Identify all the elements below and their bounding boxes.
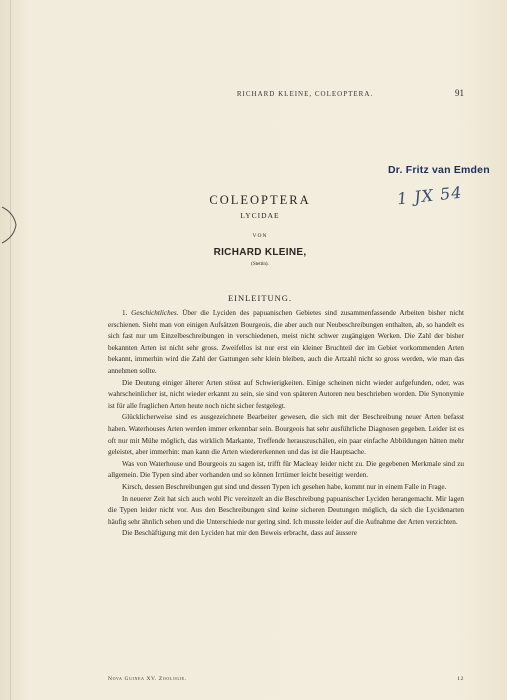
author-place: (Stettin). <box>251 262 269 267</box>
paragraph-lead: Geschichtliches. <box>131 309 179 317</box>
footer-journal: Nova Guinea XV. Zoologie. <box>108 676 187 682</box>
footer-signature: 12 <box>457 676 464 682</box>
paragraph: Was von Waterhouse und Bourgeois zu sagen ist, trifft für Macleay leider nicht zu. Die gegebenen Merkmale sind zu allgemein. Die Typen sind aber vorhanden und so können Irrtümer leicht beseitigt werden. <box>108 459 464 480</box>
author-name: RICHARD KLEINE, <box>213 247 307 258</box>
running-header: RICHARD KLEINE, COLEOPTERA. <box>236 90 374 98</box>
handwritten-note: 1 JX 54 <box>396 182 464 209</box>
binding-edge <box>10 0 11 700</box>
paragraph <box>108 308 464 378</box>
paragraph: Die Deutung einiger älterer Arten stösst auf Schwierigkeiten. Einige scheinen nicht wieder aufgefunden, oder, was wahrscheinlicher ist, nicht wieder erkannt zu sein, sie sind von späteren Autoren neu beschrieben worden. Die Synonymie ist für alle fraglichen Arten heute noch nicht sicher festgelegt. <box>108 378 464 410</box>
paragraph: Die Beschäftigung mit den Lyciden hat mir den Beweis erbracht, dass auf äussere <box>122 529 357 538</box>
owner-stamp: Dr. Fritz van Emden <box>388 164 490 176</box>
page-number: 91 <box>455 88 464 98</box>
article-subtitle: LYCIDAE <box>240 211 280 220</box>
paragraph: In neuerer Zeit hat sich auch wohl Pic vereinzelt an die Beschreibung papuanischer Lyciden herangemacht. Mir lagen die Typen leider nicht vor. Aus den Beschreibungen sind keine sicheren Deutungen möglich, da sich die Lycidenarten häufig sehr ähnlich sehen und die Unterschiede nur gering sind. Ich musste leider auf die Aufnahme der Arten verzichten. <box>108 494 464 526</box>
paragraph-number: 1. <box>122 309 128 317</box>
article-title: COLEOPTERA <box>209 193 311 207</box>
margin-mark <box>0 205 24 245</box>
paragraph: Kirsch, dessen Beschreibungen gut sind und dessen Typen ich gesehen habe, kommt nur in einem Falle in Frage. <box>122 482 447 491</box>
by-line: VON <box>252 233 268 239</box>
body-text <box>108 308 464 540</box>
paragraph: Glücklicherweise sind es ausgezeichnete Bearbeiter gewesen, die sich mit der Beschreibung neuer Arten befasst haben. Waterhouses Arten werden immer erkennbar sein. Bourgeois hat sehr ausführliche Diagnosen gegeben. Leider ist es oft nur mit Mühe möglich, das wirklich Markante, Treffende herauszuschälen, ein paar einfache Abbildungen hätten mehr geleistet, aber immerhin: man kann die Arten wiedererkennen und das ist die Hauptsache. <box>108 413 464 457</box>
page-footer <box>108 676 464 682</box>
paragraph-text: Über die Lyciden des papuanischen Gebietes sind zusammenfassende Arbeiten bisher nicht erschienen. Sieht man von einigen Aufsätzen Bourgeois, die aber auch nur Neubeschreibungen enthalten, ab, so handelt es sich fast nur um Einzelbeschreibungen in verschiedenen, meist nicht schwer zugängigen Werken. Die Zahl der bisher bekannten Arten ist nicht sehr gross. Zweifellos ist nur erst ein kleiner Bruchteil der im Gebiet vorkommenden Arten bekannt, immerhin wird die Zahl der Gattungen sehr klein bleiben, auch die Artzahl nicht so gross werden, wie man das annehmen sollte. <box>108 309 464 375</box>
section-heading: EINLEITUNG. <box>227 293 293 303</box>
